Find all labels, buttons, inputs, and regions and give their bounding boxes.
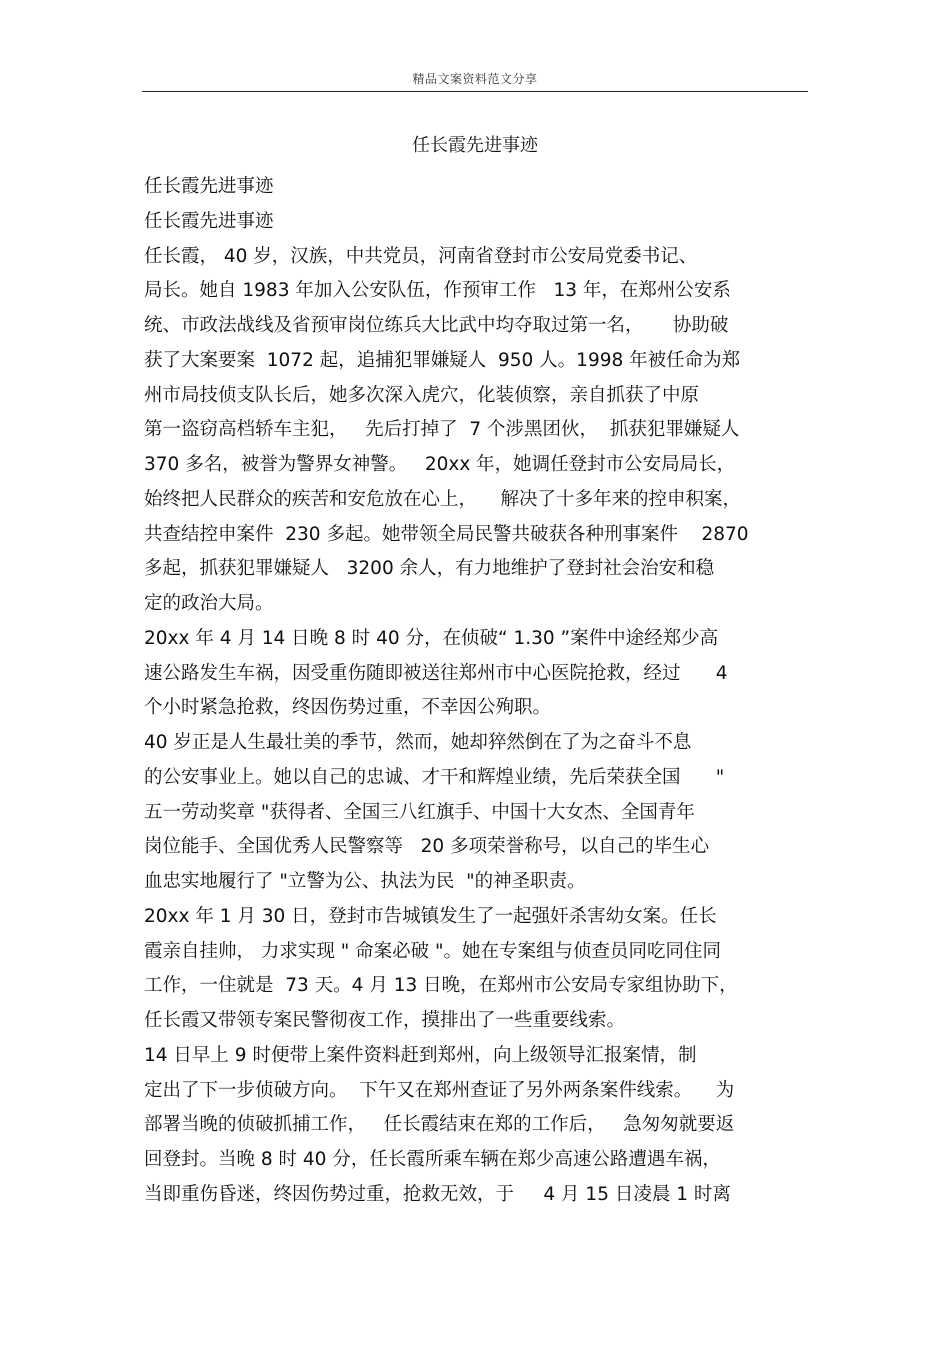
header-divider	[142, 91, 808, 92]
text-line: 20xx 年 1 月 30 日，登封市告城镇发生了一起强奸杀害幼女案。任长	[144, 905, 717, 927]
text-line: 个小时紧急抢救，终因伤势过重，不幸因公殉职。	[144, 697, 552, 719]
document-body	[144, 170, 824, 1213]
text-line: 任长霞先进事迹	[144, 176, 274, 197]
text-line: 14 日早上 9 时便带上案件资料赶到郑州，向上级领导汇报案情，制	[144, 1044, 697, 1066]
text-line: 岗位能手、全国优秀人民警察等 20 多项荣誉称号，以自己的毕生心	[144, 836, 710, 858]
text-line: 部署当晚的侦破抓捕工作， 任长霞结束在郑的工作后， 急匆匆就要返	[144, 1114, 735, 1136]
text-line: 工作，一住就是 73 天。4 月 13 日晚，在郑州市公安局专家组协助下，	[144, 975, 738, 997]
text-line: 定出了下一步侦破方向。 下午又在郑州查证了另外两条案件线索。 为	[144, 1079, 735, 1101]
text-line: 血忠实地履行了 "立警为公、执法为民 "的神圣职责。	[144, 871, 586, 892]
text-line: 20xx 年 4 月 14 日晚 8 时 40 分，在侦破“ 1.30 ”案件中途经郑少高	[144, 627, 719, 649]
text-line: 局长。她自 1983 年加入公安队伍，作预审工作 13 年，在郑州公安系	[144, 280, 731, 302]
text-line: 定的政治大局。	[144, 593, 274, 614]
text-line: 40 岁正是人生最壮美的季节，然而，她却猝然倒在了为之奋斗不息	[144, 732, 692, 753]
text-line: 的公安事业上。她以自己的忠诚、才干和辉煌业绩，先后荣获全国 "	[144, 766, 725, 788]
text-line: 始终把人民群众的疾苦和安危放在心上， 解决了十多年来的控申积案，	[144, 488, 742, 510]
text-line: 统、市政法战线及省预审岗位练兵大比武中均夺取过第一名， 协助破	[144, 315, 729, 336]
text-line: 当即重伤昏迷，终因伤势过重，抢救无效，于 4 月 15 日凌晨 1 时离	[144, 1183, 731, 1205]
text-line: 多起，抓获犯罪嫌疑人 3200 余人，有力地维护了登封社会治安和稳	[144, 558, 715, 580]
document-title: 任长霞先进事迹	[412, 135, 538, 156]
text-line: 获了大案要案 1072 起，追捕犯罪嫌疑人 950 人。1998 年被任命为郑	[144, 349, 741, 371]
text-line: 霞亲自挂帅， 力求实现 " 命案必破 "。她在专案组与侦查员同吃同住同	[144, 940, 722, 962]
text-line: 第一盗窃高档轿车主犯， 先后打掉了 7 个涉黑团伙， 抓获犯罪嫌疑人	[144, 419, 740, 441]
text-line: 任长霞， 40 岁，汉族，中共党员，河南省登封市公安局党委书记、	[144, 245, 698, 267]
text-line: 速公路发生车祸，因受重伤随即被送往郑州市中心医院抢救，经过 4	[144, 662, 728, 684]
text-line: 回登封。当晚 8 时 40 分，任长霞所乘车辆在郑少高速公路遭遇车祸，	[144, 1149, 721, 1170]
text-line: 370 多名，被誉为警界女神警。 20xx 年，她调任登封市公安局局长，	[144, 454, 736, 475]
text-line: 任长霞先进事迹	[144, 210, 274, 232]
text-line: 五一劳动奖章 "获得者、全国三八红旗手、中国十大女杰、全国青年	[144, 801, 695, 823]
text-line: 任长霞又带领专案民警彻夜工作，摸排出了一些重要线索。	[144, 1010, 626, 1031]
page-header: 精品文案资料范文分享	[412, 72, 538, 86]
text-line: 共查结控申案件 230 多起。她带领全局民警共破获各种刑事案件 2870	[144, 523, 749, 545]
text-line: 州市局技侦支队长后，她多次深入虎穴，化装侦察，亲自抓获了中原	[144, 384, 700, 406]
